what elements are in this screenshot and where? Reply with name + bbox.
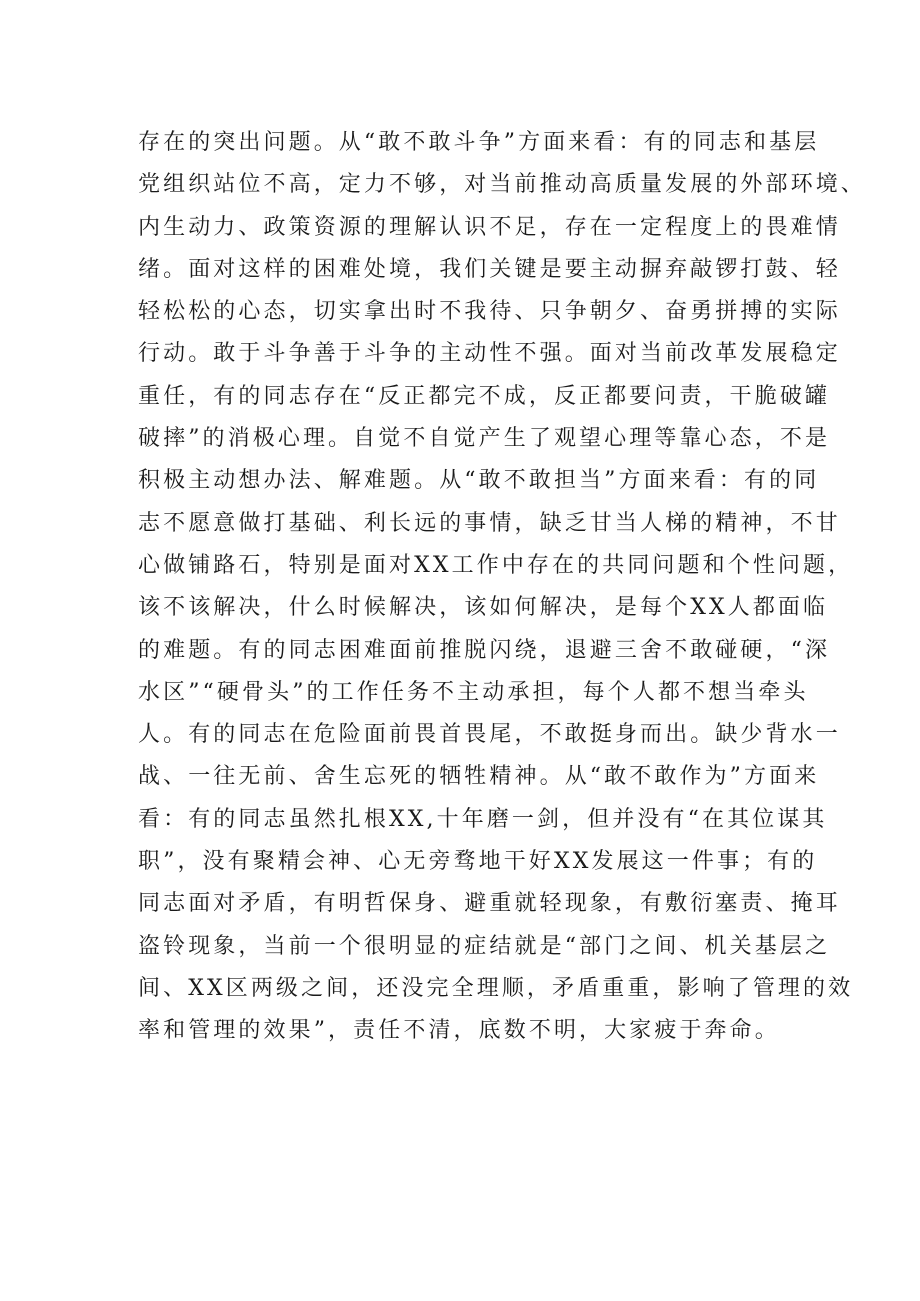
text-line: 同志面对矛盾，有明哲保身、避重就轻现象，有敷衍塞责、掩耳 [138, 891, 841, 917]
text-line: 看：有的同志虽然扎根XX,十年磨一剑，但并没有“在其位谋其 [138, 806, 828, 832]
text-line: 间、XX区两级之间，还没完全理顺，矛盾重重，影响了管理的效 [138, 975, 854, 1001]
text-line: 存在的突出问题。从“敢不敢斗争”方面来看：有的同志和基层 [138, 130, 820, 155]
text-line: 盗铃现象，当前一个很明显的症结就是“部门之间、机关基层之 [138, 933, 831, 959]
text-line: 率和管理的效果”，责任不清，底数不明，大家疲于奔命。 [138, 1018, 780, 1044]
text-line: 职”，没有聚精会神、心无旁骛地干好XX发展这一件事；有的 [138, 849, 818, 875]
text-line: 心做铺路石，特别是面对XX工作中存在的共同问题和个性问题， [138, 552, 854, 578]
text-line: 绪。面对这样的困难处境，我们关键是要主动摒弃敲锣打鼓、轻 [138, 256, 841, 282]
text-line: 人。有的同志在危险面前畏首畏尾，不敢挺身而出。缺少背水一 [138, 722, 841, 748]
text-line: 积极主动想办法、解难题。从“敢不敢担当”方面来看：有的同 [138, 468, 820, 494]
text-line: 水区”“硬骨头”的工作任务不主动承担，每个人都不想当牵头 [138, 679, 809, 705]
text-line: 战、一往无前、舍生忘死的牺牲精神。从“敢不敢作为”方面来 [138, 764, 820, 790]
text-line: 重任，有的同志存在“反正都完不成，反正都要问责，干脆破罐 [138, 383, 831, 409]
text-line: 行动。敢于斗争善于斗争的主动性不强。面对当前改革发展稳定 [138, 341, 841, 367]
text-line: 内生动力、政策资源的理解认识不足，存在一定程度上的畏难情 [138, 214, 841, 240]
text-line: 破摔”的消极心理。自觉不自觉产生了观望心理等靠心态，不是 [138, 426, 831, 452]
text-line: 的难题。有的同志困难面前推脱闪绕，退避三舍不敢碰硬，“深 [138, 637, 831, 663]
text-line: 志不愿意做打基础、利长远的事情，缺乏甘当人梯的精神，不甘 [138, 510, 841, 536]
text-line: 党组织站位不高，定力不够，对当前推动高质量发展的外部环境、 [138, 172, 866, 198]
body-paragraph [138, 122, 866, 1053]
text-line: 该不该解决，什么时候解决，该如何解决，是每个XX人都面临 [138, 595, 829, 621]
text-line: 轻松松的心态，切实拿出时不我待、只争朝夕、奋勇拼搏的实际 [138, 299, 841, 325]
